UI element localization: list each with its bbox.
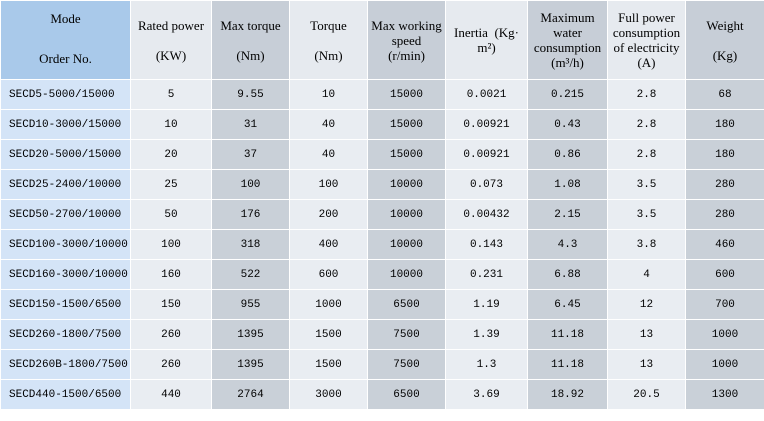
torque-cell: 3000 [290,380,368,410]
water-consumption-cell: 11.18 [528,350,608,380]
order-no-cell: SECD160-3000/10000 [1,260,131,290]
torque-cell: 400 [290,230,368,260]
header-mode-order [1,1,131,80]
rated-power-cell: 160 [131,260,212,290]
header-inertia [446,1,528,80]
table-row [1,170,764,200]
header-line: speed [391,32,422,48]
header-line: (A) [637,55,656,70]
max-torque-cell: 31 [212,110,290,140]
header-full-power-consumption [608,1,686,80]
max-speed-cell: 10000 [368,260,446,290]
max-torque-cell: 1395 [212,320,290,350]
header-line: Full power [618,10,675,25]
water-consumption-cell: 0.215 [528,80,608,110]
max-torque-cell: 318 [212,230,290,260]
header-torque [290,1,368,80]
order-no-cell: SECD20-5000/15000 [1,140,131,170]
torque-cell: 1500 [290,320,368,350]
rated-power-cell: 5 [131,80,212,110]
table-row [1,380,764,410]
rated-power-cell: 20 [131,140,212,170]
water-consumption-cell: 4.3 [528,230,608,260]
electricity-cell: 2.8 [608,110,686,140]
inertia-cell: 0.143 [446,230,528,260]
header-row [1,1,764,80]
rated-power-cell: 100 [131,230,212,260]
header-line: m²) [477,40,496,55]
torque-cell: 1000 [290,290,368,320]
rated-power-cell: 260 [131,320,212,350]
order-no-cell: SECD100-3000/10000 [1,230,131,260]
inertia-cell: 3.69 [446,380,528,410]
rated-power-cell: 260 [131,350,212,380]
inertia-cell: 0.073 [446,170,528,200]
max-torque-cell: 1395 [212,350,290,380]
electricity-cell: 20.5 [608,380,686,410]
header-line: Torque [310,17,347,33]
water-consumption-cell: 1.08 [528,170,608,200]
inertia-cell: 0.0021 [446,80,528,110]
water-consumption-cell: 6.88 [528,260,608,290]
order-no-cell: SECD10-3000/15000 [1,110,131,140]
inertia-cell: 0.00921 [446,110,528,140]
water-consumption-cell: 2.15 [528,200,608,230]
weight-cell: 600 [686,260,764,290]
table-row [1,140,764,170]
electricity-cell: 13 [608,320,686,350]
header-line: Max working [371,17,442,33]
torque-cell: 10 [290,80,368,110]
weight-cell: 180 [686,140,764,170]
header-line: Maximum [540,10,595,25]
table-row [1,350,764,380]
max-torque-cell: 176 [212,200,290,230]
table-row [1,80,764,110]
weight-cell: 280 [686,200,764,230]
weight-cell: 700 [686,290,764,320]
header-max-torque [212,1,290,80]
header-line: consumption [612,25,681,40]
order-no-cell: SECD50-2700/10000 [1,200,131,230]
table-row [1,200,764,230]
torque-cell: 600 [290,260,368,290]
header-weight [686,1,764,80]
inertia-cell: 1.19 [446,290,528,320]
max-speed-cell: 10000 [368,170,446,200]
max-torque-cell: 37 [212,140,290,170]
torque-cell: 40 [290,110,368,140]
max-speed-cell: 7500 [368,320,446,350]
header-max-working-speed [368,1,446,80]
weight-cell: 180 [686,110,764,140]
torque-cell: 200 [290,200,368,230]
max-speed-cell: 7500 [368,350,446,380]
header-line: Inertia (Kg· [454,25,519,40]
weight-cell: 1300 [686,380,764,410]
table-row [1,290,764,320]
max-torque-cell: 100 [212,170,290,200]
rated-power-cell: 440 [131,380,212,410]
header-line: (Nm) [236,47,265,63]
header-line: (m³/h) [551,55,584,70]
header-line: consumption [533,40,602,55]
water-consumption-cell: 18.92 [528,380,608,410]
header-line: water [553,25,582,40]
weight-cell: 68 [686,80,764,110]
max-torque-cell: 2764 [212,380,290,410]
table-row [1,320,764,350]
header-line: of electricity [613,40,680,55]
electricity-cell: 12 [608,290,686,320]
weight-cell: 460 [686,230,764,260]
header-line: (KW) [155,47,187,63]
inertia-cell: 1.39 [446,320,528,350]
electricity-cell: 4 [608,260,686,290]
order-no-cell: SECD260-1800/7500 [1,320,131,350]
rated-power-cell: 150 [131,290,212,320]
order-no-cell: SECD25-2400/10000 [1,170,131,200]
weight-cell: 1000 [686,320,764,350]
inertia-cell: 1.3 [446,350,528,380]
header-line: Max torque [220,17,281,33]
max-torque-cell: 522 [212,260,290,290]
header-mode-label: Mode [50,11,81,26]
electricity-cell: 2.8 [608,80,686,110]
max-speed-cell: 10000 [368,200,446,230]
header-line: (Nm) [314,47,343,63]
order-no-cell: SECD440-1500/6500 [1,380,131,410]
header-line: (r/min) [388,47,425,63]
rated-power-cell: 50 [131,200,212,230]
max-speed-cell: 6500 [368,380,446,410]
electricity-cell: 3.5 [608,170,686,200]
weight-cell: 1000 [686,350,764,380]
header-rated-power [131,1,212,80]
water-consumption-cell: 6.45 [528,290,608,320]
table-row [1,230,764,260]
electricity-cell: 2.8 [608,140,686,170]
table-body [1,80,764,410]
max-torque-cell: 9.55 [212,80,290,110]
water-consumption-cell: 0.86 [528,140,608,170]
table-row [1,110,764,140]
electricity-cell: 13 [608,350,686,380]
order-no-cell: SECD5-5000/15000 [1,80,131,110]
order-no-cell: SECD260B-1800/7500 [1,350,131,380]
torque-cell: 100 [290,170,368,200]
rated-power-cell: 10 [131,110,212,140]
inertia-cell: 0.231 [446,260,528,290]
max-speed-cell: 15000 [368,140,446,170]
table-row [1,260,764,290]
header-line: Rated power [137,17,205,33]
max-speed-cell: 10000 [368,230,446,260]
max-speed-cell: 6500 [368,290,446,320]
rated-power-cell: 25 [131,170,212,200]
inertia-cell: 0.00432 [446,200,528,230]
max-torque-cell: 955 [212,290,290,320]
water-consumption-cell: 11.18 [528,320,608,350]
inertia-cell: 0.00921 [446,140,528,170]
max-speed-cell: 15000 [368,80,446,110]
water-consumption-cell: 0.43 [528,110,608,140]
electricity-cell: 3.5 [608,200,686,230]
weight-cell: 280 [686,170,764,200]
electricity-cell: 3.8 [608,230,686,260]
torque-cell: 40 [290,140,368,170]
torque-cell: 1500 [290,350,368,380]
header-max-water-consumption [528,1,608,80]
header-line: (Kg) [712,47,738,63]
max-speed-cell: 15000 [368,110,446,140]
header-order-no-label: Order No. [39,51,92,66]
order-no-cell: SECD150-1500/6500 [1,290,131,320]
header-line: Weight [706,17,744,33]
